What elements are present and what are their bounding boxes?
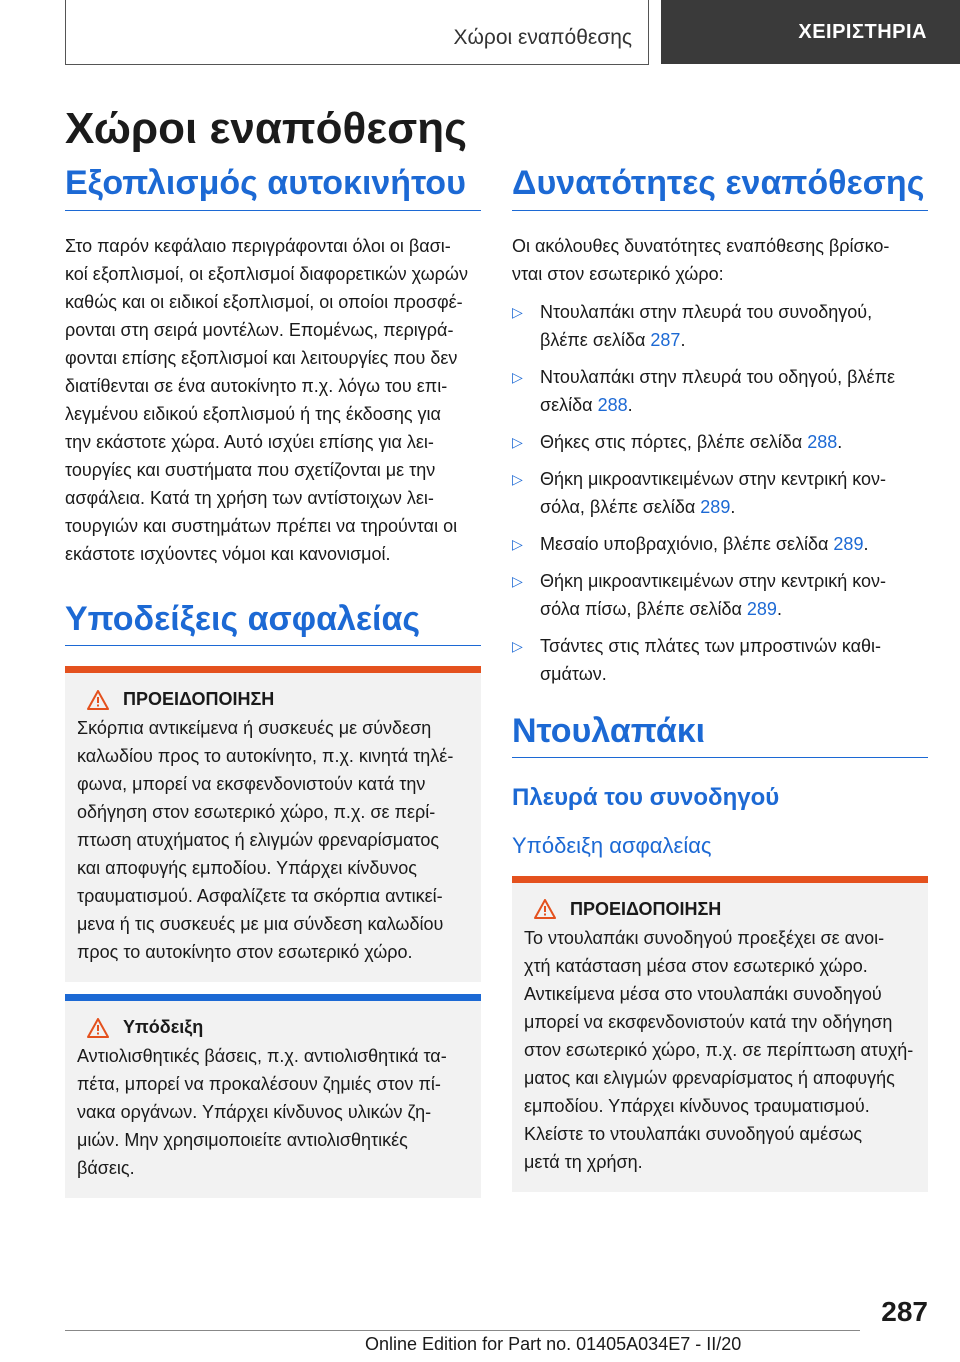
text-line: πτωση ατυχήματος ή ελιγμών φρεναρίσματος (77, 830, 440, 850)
list-item (512, 530, 928, 558)
text-line: βλέπε σελίδα (540, 329, 651, 350)
text-line: πέτα, μπορεί να προκαλέσουν ζημιές στον πί- (77, 1074, 441, 1094)
punct: . (730, 496, 736, 517)
warning-box-header (524, 899, 916, 920)
text-line: νται στον εσωτερικό χώρο: (512, 263, 724, 284)
equipment-heading: Εξοπλισμός αυτοκινήτου (65, 162, 481, 211)
text-line: σόλα πίσω, βλέπε σελίδα (540, 598, 747, 619)
text-line: Κλείστε το ντουλαπάκι συνοδηγού αμέσως (524, 1123, 863, 1144)
triangle-bullet-icon: ▷ (512, 368, 523, 385)
warning-label: ΠΡΟΕΙΔΟΠΟΙΗΣΗ (123, 689, 275, 709)
list-item (512, 632, 928, 688)
glovebox-safety-heading: Υπόδειξη ασφαλείας (512, 833, 712, 859)
glovebox-warning-box (512, 876, 928, 1192)
list-item (512, 428, 928, 456)
punct: . (863, 533, 869, 554)
text-line: Αντιολισθητικές βάσεις, π.χ. αντιολισθητικά τα- (77, 1046, 447, 1066)
text-line: φωνα, μπορεί να εκσφενδονιστούν κατά την (77, 774, 426, 794)
text-line: Οι ακόλουθες δυνατότητες εναπόθεσης βρίσκο- (512, 235, 890, 256)
text-line: Σκόρπια αντικείμενα ή συσκευές με σύνδεση (77, 718, 432, 738)
text-line: Ντουλαπάκι στην πλευρά του οδηγού, βλέπε (540, 366, 896, 387)
text-line: Ντουλαπάκι στην πλευρά του συνοδηγού, (540, 301, 873, 322)
text-line: τραυματισμού. Ασφαλίζετε τα σκόρπια αντικεί- (77, 886, 443, 906)
text-line: Αντικείμενα μέσα στο ντουλαπάκι συνοδηγού (524, 983, 882, 1004)
header-chapter-tab[interactable] (661, 0, 960, 64)
text-line: σμάτων. (540, 663, 607, 684)
punct: . (837, 431, 843, 452)
note-box (65, 994, 481, 1198)
header-section-title: Χώροι εναπόθεσης (453, 26, 632, 49)
header-mid-rule (648, 0, 649, 64)
page-link[interactable]: 289 (746, 598, 777, 619)
triangle-bullet-icon: ▷ (512, 303, 523, 320)
text-line: φονται επίσης εξοπλισμοί και λειτουργίες που δεν (65, 347, 458, 368)
glovebox-subheading: Πλευρά του συνοδηγού (512, 784, 780, 811)
page-link[interactable]: 289 (700, 496, 731, 517)
text-line: διατίθενται σε ένα αυτοκίνητο π.χ. λόγω του επι- (65, 375, 448, 396)
warning-triangle-icon (87, 1018, 109, 1038)
options-heading: Δυνατότητες εναπόθεσης (512, 162, 928, 211)
note-box-header (77, 1017, 469, 1038)
right-column (512, 162, 928, 1192)
text-line: Στο παρόν κεφάλαιο περιγράφονται όλοι οι βασι- (65, 235, 451, 256)
text-line: καλωδίου προς το αυτοκίνητο, π.χ. κινητά τηλέ- (77, 746, 454, 766)
warning-triangle-icon (534, 899, 556, 919)
text-line: βάσεις. (77, 1158, 135, 1178)
options-intro (512, 232, 928, 288)
page-link[interactable]: 288 (807, 431, 838, 452)
text-line: Θήκη μικροαντικειμένων στην κεντρική κον- (540, 570, 887, 591)
text-line: κοί εξοπλισμοί, οι εξοπλισμοί διαφορετικών χωρών (65, 263, 468, 284)
text-line: μενα ή τις συσκευές με μια σύνδεση καλωδίου (77, 914, 444, 934)
text-line: μπορεί να εκσφενδονιστούν κατά την οδήγηση (524, 1011, 893, 1032)
text-line: καθώς και οι ειδικοί εξοπλισμοί, οι οποίοι προσφέ- (65, 291, 463, 312)
warning-label: ΠΡΟΕΙΔΟΠΟΙΗΣΗ (570, 898, 722, 919)
text-line: ασφάλεια. Κατά τη χρήση των αντίστοιχων λει- (65, 487, 434, 508)
text-line: μετά τη χρήση. (524, 1151, 643, 1172)
page-link[interactable]: 289 (833, 533, 864, 554)
list-item (512, 465, 928, 521)
punct: . (627, 394, 633, 415)
text-line: σελίδα (540, 394, 598, 415)
list-item (512, 567, 928, 623)
text-line: Θήκες στις πόρτες, βλέπε σελίδα (540, 431, 808, 452)
text-line: Το ντουλαπάκι συνοδηγού προεξέχει σε ανοι- (524, 927, 885, 948)
edition-label: Online Edition for Part no. 01405A034E7 - II/20 (365, 1334, 742, 1354)
page-number: 287 (881, 1296, 928, 1327)
text-line: και αποφυγής εμποδίου. Υπάρχει κίνδυνος (77, 858, 417, 878)
text-line: Θήκη μικροαντικειμένων στην κεντρική κον- (540, 468, 887, 489)
warning-triangle-icon (87, 690, 109, 710)
warning-text (77, 714, 469, 966)
text-line: τουργιών και συστημάτων πρέπει να τηρούνται οι (65, 515, 458, 536)
page-title: Χώροι εναπόθεσης (65, 104, 467, 153)
triangle-bullet-icon: ▷ (512, 572, 523, 589)
safety-heading: Υποδείξεις ασφαλείας (65, 598, 481, 647)
text-line: τουργίες και συστήματα που σχετίζονται με την (65, 459, 436, 480)
equipment-text (65, 232, 481, 568)
header-chapter-label: ΧΕΙΡΙΣΤΗΡΙΑ (798, 20, 927, 43)
text-line: μιών. Μην χρησιμοποιείτε αντιολισθητικές (77, 1130, 408, 1150)
text-line: στον εσωτερικό χώρο, π.χ. σε περίπτωση ατυχή- (524, 1039, 914, 1060)
text-line: Τσάντες στις πλάτες των μπροστινών καθι- (540, 635, 882, 656)
triangle-bullet-icon: ▷ (512, 637, 523, 654)
left-column (65, 162, 481, 1198)
text-line: οδήγηση στον εσωτερικό χώρο, π.χ. σε περί- (77, 802, 436, 822)
text-line: εμποδίου. Υπάρχει κίνδυνος τραυματισμού. (524, 1095, 870, 1116)
triangle-bullet-icon: ▷ (512, 535, 523, 552)
footer-rule (65, 1330, 860, 1331)
warning-box-header (77, 689, 469, 710)
page-link[interactable]: 287 (650, 329, 681, 350)
text-line: λεγμένου ειδικού εξοπλισμού ή της έκδοσης για (65, 403, 441, 424)
text-line: σόλα, βλέπε σελίδα (540, 496, 701, 517)
options-list (512, 298, 928, 688)
header-bottom-rule (65, 64, 649, 65)
warning-text (524, 924, 916, 1176)
punct: . (680, 329, 686, 350)
text-line: εκάστοτε ισχύοντες νόμοι και κανονισμοί. (65, 543, 391, 564)
note-text (77, 1042, 469, 1182)
note-label: Υπόδειξη (123, 1017, 204, 1037)
text-line: την εκάστοτε χώρα. Αυτό ισχύει επίσης για λει- (65, 431, 434, 452)
text-line: προς το αυτοκίνητο στον εσωτερικό χώρο. (77, 942, 413, 962)
list-item (512, 298, 928, 354)
triangle-bullet-icon: ▷ (512, 470, 523, 487)
triangle-bullet-icon: ▷ (512, 433, 523, 450)
glovebox-heading: Ντουλαπάκι (512, 710, 928, 759)
text-line: νακα οργάνων. Υπάρχει κίνδυνος υλικών ζη- (77, 1102, 432, 1122)
text-line: Μεσαίο υποβραχιόνιο, βλέπε σελίδα (540, 533, 834, 554)
list-item (512, 363, 928, 419)
punct: . (776, 598, 782, 619)
text-line: ματος και ελιγμών φρεναρίσματος ή αποφυγής (524, 1067, 895, 1088)
text-line: ρονται στη σειρά μοντέλων. Επομένως, περιγρά- (65, 319, 454, 340)
warning-box (65, 666, 481, 982)
text-line: χτή κατάσταση μέσα στον εσωτερικό χώρο. (524, 955, 868, 976)
page-link[interactable]: 288 (597, 394, 628, 415)
